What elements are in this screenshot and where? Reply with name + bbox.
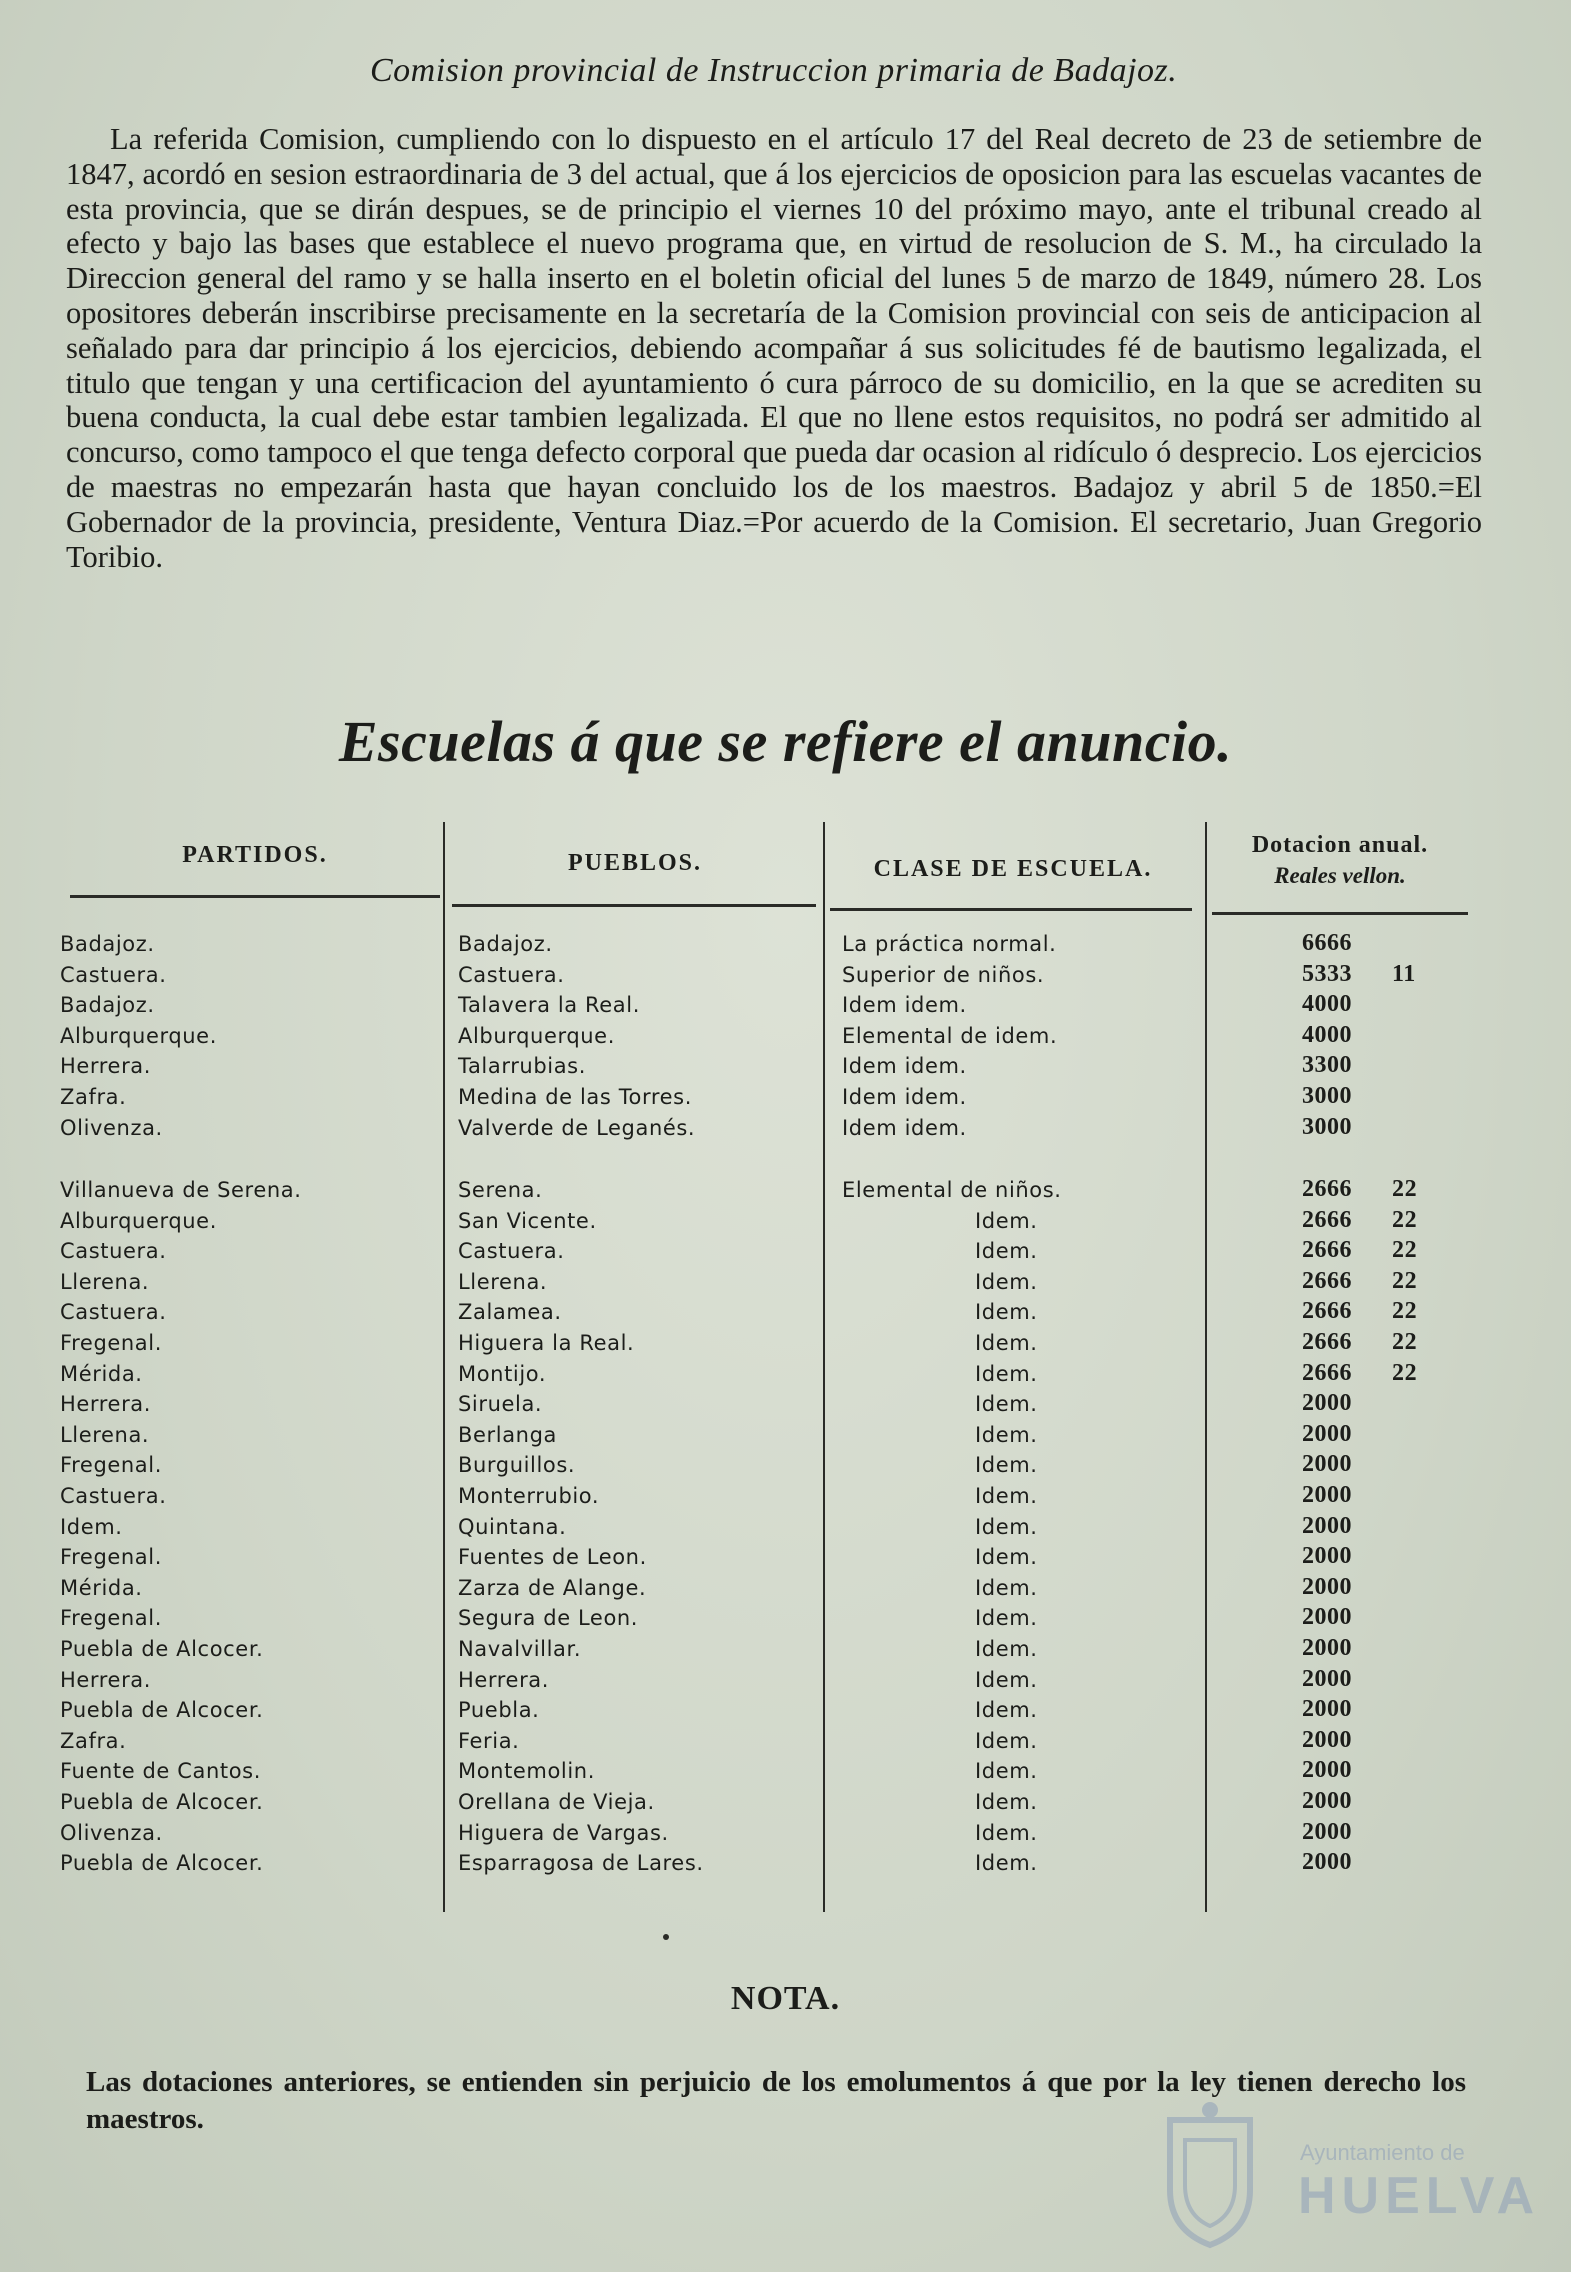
column-divider-2 (823, 822, 825, 1912)
partido-cell: Herrera. (60, 1667, 152, 1692)
nota-text: Las dotaciones anteriores, se entienden sin perjuicio de los emolumentos á que por la ley tienen derecho los maestros. (86, 2066, 1466, 2135)
clase-cell: Superior de niños. (842, 962, 1045, 987)
partido-cell: Herrera. (60, 1392, 152, 1417)
clase-cell: Idem. (975, 1637, 1038, 1661)
pueblo-cell: Navalvillar. (458, 1637, 582, 1661)
partido-cell: Herrera. (60, 1054, 152, 1079)
dotacion-cell: 3300 (1302, 1052, 1352, 1079)
column-divider-1 (443, 822, 445, 1912)
announcement-text: La referida Comision, cumpliendo con lo dispuesto en el artículo 17 del Real decreto de 23 de setiembre de 1847, acordó en sesion estraordinaria de 3 del actual, que á los ejercicios de oposicion para las escuelas vacantes de esta provincia, que se dirán despues, se de principio el viernes 10 del próximo mayo, ante el tribunal creado al efecto y bajo las bases que establece el nuevo programa que, en virtud de resolucion de S. M., ha circulado la Direccion general del ramo y se halla inserto en el boletin oficial del lunes 5 de marzo de 1849, número 28. Los opositores deberán inscribirse precisamente en la secretaría de la Comision provincial con seis de anticipacion al señalado para dar principio á los ejercicios, debiendo acompañar á sus solicitudes fé de bautismo legalizada, el titulo que tengan y una certificacion del ayuntamiento ó cura párroco de su domicilio, en la que se acrediten su buena conducta, la cual debe estar tambien legalizada. El que no llene estos requisitos, no podrá ser admitido al concurso, como tampoco el que tenga defecto corporal que pueda dar ocasion al ridículo ó desprecio. Los ejercicios de maestras no empezarán hasta que hayan concluido los de los maestros. Badajoz y abril 5 de 1850.=El Gobernador de la provincia, presidente, Ventura Diaz.=Por acuerdo de la Comision. El secretario, Juan Gregorio Toribio. (66, 122, 1482, 574)
header-rule-partidos (70, 895, 440, 898)
dotacion-fraction-cell: 22 (1392, 1359, 1418, 1386)
column-header-partidos (70, 842, 440, 869)
dotacion-fraction-cell: 22 (1392, 1329, 1418, 1355)
dotacion-fraction-cell: 11 (1392, 960, 1416, 987)
pueblo-cell: Herrera. (458, 1667, 550, 1692)
column-header-dotacion-label: Dotacion anual. (1251, 832, 1429, 858)
column-divider-3 (1205, 822, 1207, 1912)
pueblo-cell: Berlanga (458, 1422, 557, 1447)
coat-of-arms-icon (1150, 2100, 1270, 2250)
partido-cell: Alburquerque. (60, 1208, 217, 1233)
pueblo-cell: Zalamea. (458, 1300, 562, 1325)
pueblo-cell: Quintana. (458, 1514, 567, 1539)
column-header-dotacion-sub: Reales vellon. (1274, 863, 1406, 888)
dotacion-cell: 2666 (1302, 1206, 1352, 1233)
column-header-clase-label: CLASE DE ESCUELA. (873, 856, 1153, 882)
dotacion-cell: 2666 (1302, 1237, 1352, 1264)
clase-cell: Idem. (975, 1300, 1038, 1325)
dotacion-cell: 2666 (1302, 1267, 1352, 1294)
dotacion-cell: 2000 (1302, 1726, 1352, 1753)
clase-cell: Idem. (975, 1269, 1038, 1294)
partido-cell: Olivenza. (60, 1115, 163, 1140)
dotacion-cell: 4000 (1302, 1021, 1352, 1048)
partido-cell: Badajoz. (60, 932, 155, 956)
pueblo-cell: Montemolin. (458, 1759, 595, 1784)
clase-cell: Idem idem. (842, 1115, 967, 1140)
partido-cell: Olivenza. (60, 1820, 163, 1845)
dotacion-cell: 2000 (1302, 1451, 1352, 1478)
partido-cell: Villanueva de Serena. (60, 1178, 302, 1202)
page-header: Comision provincial de Instruccion primaria de Badajoz. (370, 52, 1178, 89)
dotacion-cell: 2000 (1302, 1757, 1352, 1784)
dotacion-cell: 2000 (1302, 1818, 1352, 1845)
partido-cell: Zafra. (60, 1085, 127, 1109)
column-header-partidos-label: PARTIDOS. (182, 842, 328, 868)
clase-cell: Idem. (975, 1575, 1038, 1600)
dotacion-cell: 2666 (1302, 1329, 1352, 1355)
clase-cell: Idem. (975, 1484, 1038, 1508)
dotacion-fraction-cell: 22 (1392, 1237, 1418, 1264)
partido-cell: Mérida. (60, 1575, 143, 1600)
clase-cell: Idem. (975, 1453, 1038, 1478)
nota-title: NOTA. (730, 1980, 841, 2017)
dotacion-fraction-cell: 22 (1392, 1176, 1418, 1202)
pueblo-cell: Castuera. (458, 1239, 565, 1264)
watermark-seal (1150, 2100, 1541, 2260)
clase-cell: Elemental de idem. (842, 1023, 1058, 1048)
dotacion-cell: 2000 (1302, 1665, 1352, 1692)
partido-cell: Fuente de Cantos. (60, 1759, 261, 1784)
watermark-line1: Ayuntamiento de (1300, 2140, 1465, 2165)
pueblo-cell: San Vicente. (458, 1208, 597, 1233)
pueblo-cell: Medina de las Torres. (458, 1085, 692, 1109)
dotacion-cell: 2000 (1302, 1696, 1352, 1723)
watermark-line2: HUELVA (1298, 2167, 1541, 2225)
clase-cell: Idem. (975, 1698, 1038, 1723)
clase-cell: Idem. (975, 1790, 1038, 1814)
dotacion-cell: 3000 (1302, 1083, 1352, 1109)
pueblo-cell: Talavera la Real. (458, 993, 640, 1018)
partido-cell: Fregenal. (60, 1606, 162, 1631)
clase-cell: La práctica normal. (842, 932, 1057, 956)
partido-cell: Castuera. (60, 1484, 167, 1508)
pueblo-cell: Serena. (458, 1178, 543, 1202)
partido-cell: Llerena. (60, 1269, 150, 1294)
pueblo-cell: Alburquerque. (458, 1023, 615, 1048)
clase-cell: Idem. (975, 1392, 1038, 1417)
clase-cell: Idem idem. (842, 1054, 967, 1079)
clase-cell: Idem. (975, 1728, 1038, 1753)
partido-cell: Puebla de Alcocer. (60, 1851, 264, 1876)
dotacion-cell: 3000 (1302, 1113, 1352, 1140)
partido-cell: Zafra. (60, 1728, 127, 1753)
partido-cell: Castuera. (60, 1239, 167, 1264)
partido-cell: Castuera. (60, 1300, 167, 1325)
header-rule-clase (830, 908, 1192, 911)
dotacion-cell: 2000 (1302, 1482, 1352, 1508)
clase-cell: Idem. (975, 1422, 1038, 1447)
header-rule-pueblos (452, 904, 816, 907)
table-title: Escuelas á que se refiere el anuncio. (338, 709, 1233, 774)
separator-dot (663, 1934, 669, 1940)
pueblo-cell: Orellana de Vieja. (458, 1790, 655, 1814)
clase-cell: Idem. (975, 1606, 1038, 1631)
dotacion-fraction-cell: 22 (1392, 1206, 1418, 1233)
pueblo-cell: Higuera la Real. (458, 1331, 635, 1355)
partido-cell: Mérida. (60, 1361, 143, 1386)
partido-cell: Puebla de Alcocer. (60, 1790, 264, 1814)
clase-cell: Idem. (975, 1667, 1038, 1692)
dotacion-cell: 2666 (1302, 1298, 1352, 1325)
pueblo-cell: Esparragosa de Lares. (458, 1851, 704, 1876)
partido-cell: Fregenal. (60, 1331, 162, 1355)
dotacion-cell: 2000 (1302, 1635, 1352, 1661)
dotacion-fraction-cell: 22 (1392, 1267, 1418, 1294)
pueblo-cell: Zarza de Alange. (458, 1575, 647, 1600)
pueblo-cell: Badajoz. (458, 932, 553, 956)
pueblo-cell: Monterrubio. (458, 1484, 600, 1508)
pueblo-cell: Segura de Leon. (458, 1606, 639, 1631)
partido-cell: Alburquerque. (60, 1023, 217, 1048)
dotacion-cell: 2000 (1302, 1849, 1352, 1876)
dotacion-cell: 2000 (1302, 1788, 1352, 1814)
dotacion-fraction-cell: 22 (1392, 1298, 1418, 1325)
clase-cell: Idem. (975, 1851, 1038, 1876)
header-rule-dotacion (1212, 912, 1468, 915)
clase-cell: Idem. (975, 1820, 1038, 1845)
dotacion-cell: 4000 (1302, 991, 1352, 1018)
clase-cell: Idem. (975, 1545, 1038, 1570)
clase-cell: Idem. (975, 1514, 1038, 1539)
partido-cell: Castuera. (60, 962, 167, 987)
pueblo-cell: Higuera de Vargas. (458, 1820, 669, 1845)
dotacion-cell: 2666 (1302, 1359, 1352, 1386)
dotacion-cell: 5333 (1302, 960, 1352, 987)
pueblo-cell: Burguillos. (458, 1453, 576, 1478)
partido-cell: Llerena. (60, 1422, 150, 1447)
pueblo-cell: Feria. (458, 1728, 520, 1753)
clase-cell: Elemental de niños. (842, 1178, 1062, 1202)
dotacion-cell: 6666 (1302, 930, 1352, 956)
dotacion-cell: 2000 (1302, 1604, 1352, 1631)
partido-cell: Idem. (60, 1514, 123, 1539)
pueblo-cell: Valverde de Leganés. (458, 1115, 696, 1140)
pueblo-cell: Fuentes de Leon. (458, 1545, 647, 1570)
clase-cell: Idem idem. (842, 993, 967, 1018)
clase-cell: Idem. (975, 1759, 1038, 1784)
pueblo-cell: Siruela. (458, 1392, 543, 1417)
dotacion-cell: 2000 (1302, 1420, 1352, 1447)
pueblo-cell: Montijo. (458, 1361, 547, 1386)
column-header-clase (828, 856, 1198, 883)
partido-cell: Puebla de Alcocer. (60, 1698, 264, 1723)
column-header-dotacion (1210, 832, 1470, 889)
pueblo-cell: Castuera. (458, 962, 565, 987)
dotacion-cell: 2000 (1302, 1390, 1352, 1417)
dotacion-cell: 2000 (1302, 1512, 1352, 1539)
dotacion-cell: 2000 (1302, 1543, 1352, 1570)
clase-cell: Idem. (975, 1361, 1038, 1386)
pueblo-cell: Llerena. (458, 1269, 548, 1294)
pueblo-cell: Puebla. (458, 1698, 540, 1723)
partido-cell: Badajoz. (60, 993, 155, 1018)
clase-cell: Idem idem. (842, 1085, 967, 1109)
partido-cell: Fregenal. (60, 1545, 162, 1570)
column-header-pueblos (450, 850, 820, 877)
clase-cell: Idem. (975, 1239, 1038, 1264)
partido-cell: Fregenal. (60, 1453, 162, 1478)
dotacion-cell: 2000 (1302, 1573, 1352, 1600)
partido-cell: Puebla de Alcocer. (60, 1637, 264, 1661)
dotacion-cell: 2666 (1302, 1176, 1352, 1202)
clase-cell: Idem. (975, 1331, 1038, 1355)
clase-cell: Idem. (975, 1208, 1038, 1233)
column-header-pueblos-label: PUEBLOS. (567, 850, 703, 876)
pueblo-cell: Talarrubias. (458, 1054, 586, 1079)
